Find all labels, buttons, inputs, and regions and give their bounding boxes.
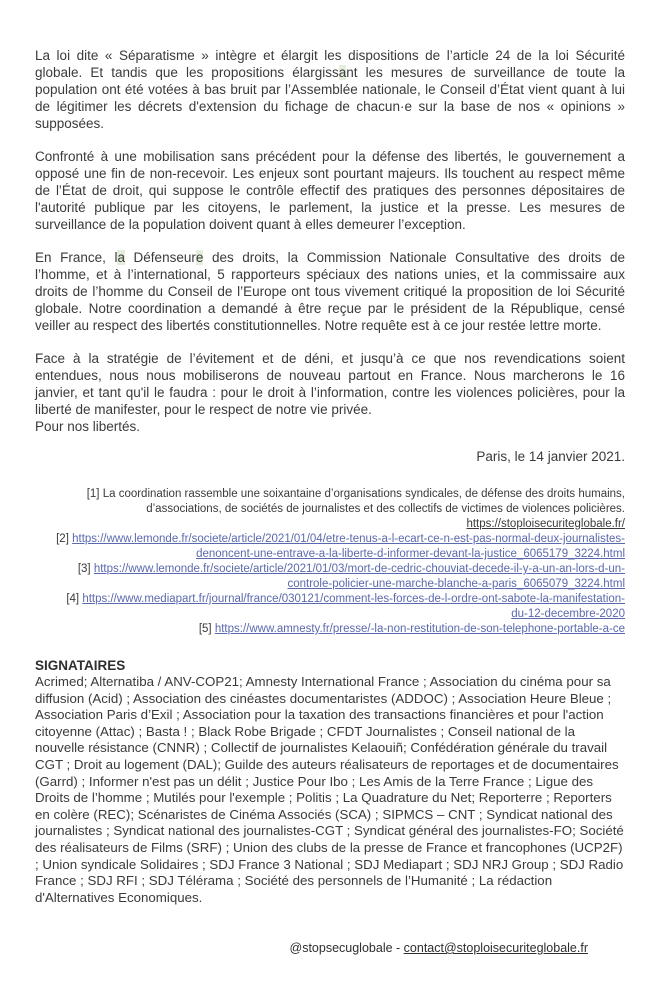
page-footer bbox=[0, 941, 588, 955]
signataires-list: Acrimed; Alternatiba / ANV-COP21; Amnesty International France ; Association du cinéma pour sa diffusion (Acid) ; Association des cinéastes documentaristes (ADDOC) ; Association Heure Bleue ; Association Paris d’Exil ; Association pour la taxation des transactions financières et pour l'action citoyenne (Attac) ; Basta ! ; Black Robe Brigade ; CFDT Journalistes ; Conseil national de la nouvelle résistance (CNNR) ; Collectif de journalistes Kelaouiñ; Confédération générale du travail CGT ; Droit au logement (DAL); Guilde des auteurs réalisateurs de reportages et de documentaires (Garrd) ; Informer n'est pas un délit ; Justice Pour Ibo ; Les Amis de la Terre France ; Ligue des Droits de l’homme ; Mutilés pour l'exemple ; Politis ; La Quadrature du Net; Reporterre ; Reporters en colère (REC); Scénaristes de Cinéma Associés (SCA) ; SIPMCS – CNT ; Syndicat national des journalistes ; Syndicat national des journalistes-CGT ; Syndicat général des journalistes-FO; Société des réalisateurs de Films (SRF) ; Union des clubs de la presse de France et francophones (UCP2F) ; Union syndicale Solidaires ; SDJ France 3 National ; SDJ Mediapart ; SDJ NRJ Group ; SDJ Radio France ; SDJ RFI ; SDJ Télérama ; Société des personnels de l’Humanité ; La rédaction d'Alternatives Economiques. bbox=[35, 674, 624, 905]
footnote-4 bbox=[55, 592, 625, 622]
dateline: Paris, le 14 janvier 2021. bbox=[476, 449, 625, 464]
footnote-2-marker: [2] bbox=[56, 533, 69, 545]
footnotes bbox=[35, 487, 625, 637]
footer-separator: - bbox=[392, 941, 404, 955]
footnote-1-marker: [1] bbox=[86, 488, 100, 500]
footnote-1-link[interactable]: https://stoploisecuriteglobale.fr/ bbox=[466, 518, 625, 530]
paragraph-3-text: des droits, la Commission Nationale Consultative des droits de l’homme, et à l’international, 5 rapporteurs spéciaux des nations unies, et la commissaire aux droits de l’homme du Conseil de l’Europe ont tous vivement critiqué la proposition de loi Sécurité globale. Notre coordination a demandé à être reçue par le président de la République, censé veiller au respect des libertés constitutionnelles. Notre requête est à ce jour restée lettre morte. bbox=[35, 250, 626, 333]
paragraph-4 bbox=[35, 350, 625, 435]
footnote-4-marker: [4] bbox=[66, 593, 80, 605]
contact-email-link[interactable]: contact@stoploisecuriteglobale.fr bbox=[403, 941, 588, 955]
footnote-1 bbox=[55, 487, 625, 532]
paragraph-3-text: Défenseur bbox=[124, 250, 196, 265]
spellcheck-highlight: e bbox=[195, 250, 204, 265]
paragraph-2: Confronté à une mobilisation sans précédent pour la défense des libertés, le gouvernement a opposé une fin de non-recevoir. Les enjeux sont pourtant majeurs. Ils touchent au respect même de l’État de droit, qui suppose le contrôle effectif des pratiques des personnes dépositaires de l'autorité publique par les citoyens, le parlement, la justice et la presse. Les mesures de surveillance de la population doivent quant à elles demeurer l’exception. bbox=[35, 149, 625, 232]
footnote-3-marker: [3] bbox=[77, 563, 91, 575]
paragraph-4-text: Face à la stratégie de l’évitement et de déni, et jusqu’à ce que nos revendications soient entendues, nous nous mobiliserons de nouveau partout en France. Nous marcherons le 16 janvier, et tant qu'il le faudra : pour le droit à l’information, contre les violences policières, pour la liberté de manifester, pour le respect de notre vie privée. bbox=[35, 351, 625, 417]
paragraph-1-text: La loi dite « Séparatisme » intègre et élargit les dispositions de l’article 24 de la loi Sécurité globale. Et tandis que les propositions élargiss bbox=[35, 48, 625, 80]
signataires-section bbox=[35, 657, 625, 906]
signataires-heading: SIGNATAIRES bbox=[35, 658, 126, 673]
footnote-5 bbox=[55, 622, 625, 637]
footnote-2 bbox=[55, 532, 625, 562]
footnote-5-marker: [5] bbox=[198, 623, 212, 635]
footnote-4-link[interactable]: https://www.mediapart.fr/journal/france/030121/comment-les-forces-de-l-ordre-ont-sabote-la-manifestation-du-12-decembre-2020 bbox=[82, 593, 625, 620]
paragraph-1 bbox=[35, 47, 625, 132]
paragraph-1-text: nt les mesures de surveillance de toute la population ont été votées à bas bruit par l’Assemblée nationale, le Conseil d’État vient quant à lui de légitimer les décrets d'extension du fichage de chacun·e sur la base de nos « opinions » supposées. bbox=[35, 65, 626, 131]
footnote-2-link[interactable]: https://www.lemonde.fr/societe/article/2021/01/04/etre-tenus-a-l-ecart-ce-n-est-pas-normal-deux-journalistes-denoncent-une-entrave-a-la-liberte-d-informer-devant-la-justice_6065179_3224.html bbox=[72, 533, 625, 560]
twitter-handle: @stopsecuglobale bbox=[289, 941, 393, 955]
footnote-1-text: La coordination rassemble une soixantaine d’organisations syndicales, de défense des droits humains, d’associations, de sociétés de journalistes et des collectifs de victimes de violences policières. bbox=[102, 488, 625, 515]
spellcheck-highlight: a bbox=[117, 250, 125, 265]
paragraph-3-text: En France, l bbox=[35, 250, 118, 265]
footnote-5-link[interactable]: https://www.amnesty.fr/presse/-la-non-restitution-de-son-telephone-portable-a-ce bbox=[214, 623, 625, 635]
paragraph-3 bbox=[35, 249, 625, 334]
footnote-3-link[interactable]: https://www.lemonde.fr/societe/article/2021/01/03/mort-de-cedric-chouviat-decede-il-y-a-un-an-lors-d-un-controle-policier-une-marche-blanche-a-paris_6065079_3224.html bbox=[93, 563, 625, 590]
spellcheck-highlight: a bbox=[338, 65, 347, 80]
closing-line: Pour nos libertés. bbox=[35, 419, 141, 434]
footnote-3 bbox=[55, 562, 625, 592]
